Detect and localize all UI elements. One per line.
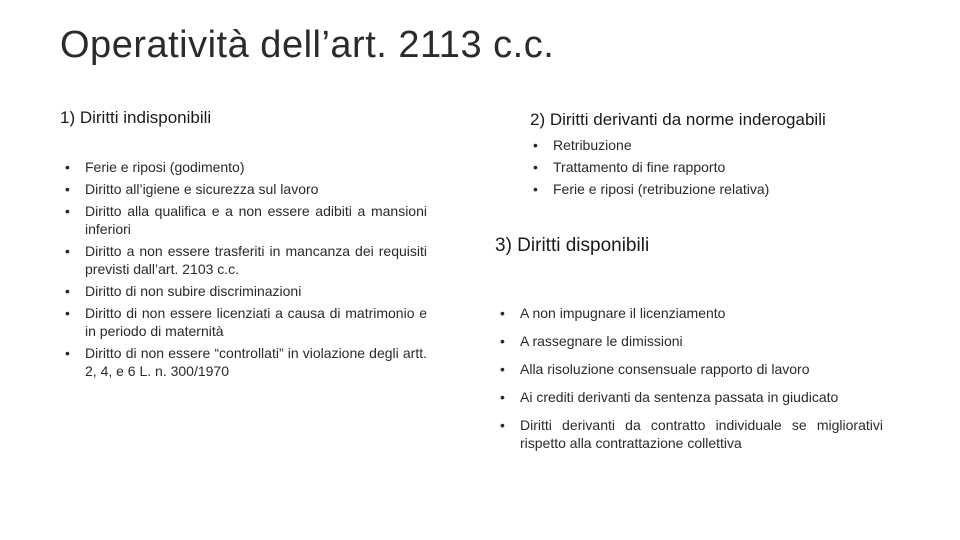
list-item: • A rassegnare le dimissioni [495, 332, 883, 350]
list-item: • Diritto a non essere trasferiti in mancanza dei requisiti previsti dall’art. 2103 c.c. [60, 242, 427, 278]
list-item: • Retribuzione [528, 136, 888, 154]
list-item: • Ferie e riposi (godimento) [60, 158, 427, 176]
section-heading-indisponibili: 1) Diritti indisponibili [60, 108, 212, 127]
list-disponibili [495, 304, 883, 462]
list-item: • Diritti derivanti da contratto individuale se migliorativi rispetto alla contrattazione collettiva [495, 416, 883, 452]
list-inderogabili [528, 136, 888, 202]
list-item: • Diritto di non essere “controllati” in violazione degli artt. 2, 4, e 6 L. n. 300/1970 [60, 344, 427, 380]
section-heading-inderogabili: 2) Diritti derivanti da norme inderogabili [530, 110, 826, 129]
list-item: • Diritto di non subire discriminazioni [60, 282, 427, 300]
list-item: • Diritto di non essere licenziati a causa di matrimonio e in periodo di maternità [60, 304, 427, 340]
section-heading-disponibili: 3) Diritti disponibili [495, 235, 650, 256]
list-item: • Diritto all’igiene e sicurezza sul lavoro [60, 180, 427, 198]
list-indisponibili [60, 158, 427, 384]
list-item: • Alla risoluzione consensuale rapporto di lavoro [495, 360, 883, 378]
list-item: • Ai crediti derivanti da sentenza passata in giudicato [495, 388, 883, 406]
list-item: • A non impugnare il licenziamento [495, 304, 883, 322]
list-item: • Ferie e riposi (retribuzione relativa) [528, 180, 888, 198]
slide-title: Operatività dell’art. 2113 c.c. [60, 24, 555, 66]
list-item: • Trattamento di fine rapporto [528, 158, 888, 176]
list-item: • Diritto alla qualifica e a non essere adibiti a mansioni inferiori [60, 202, 427, 238]
